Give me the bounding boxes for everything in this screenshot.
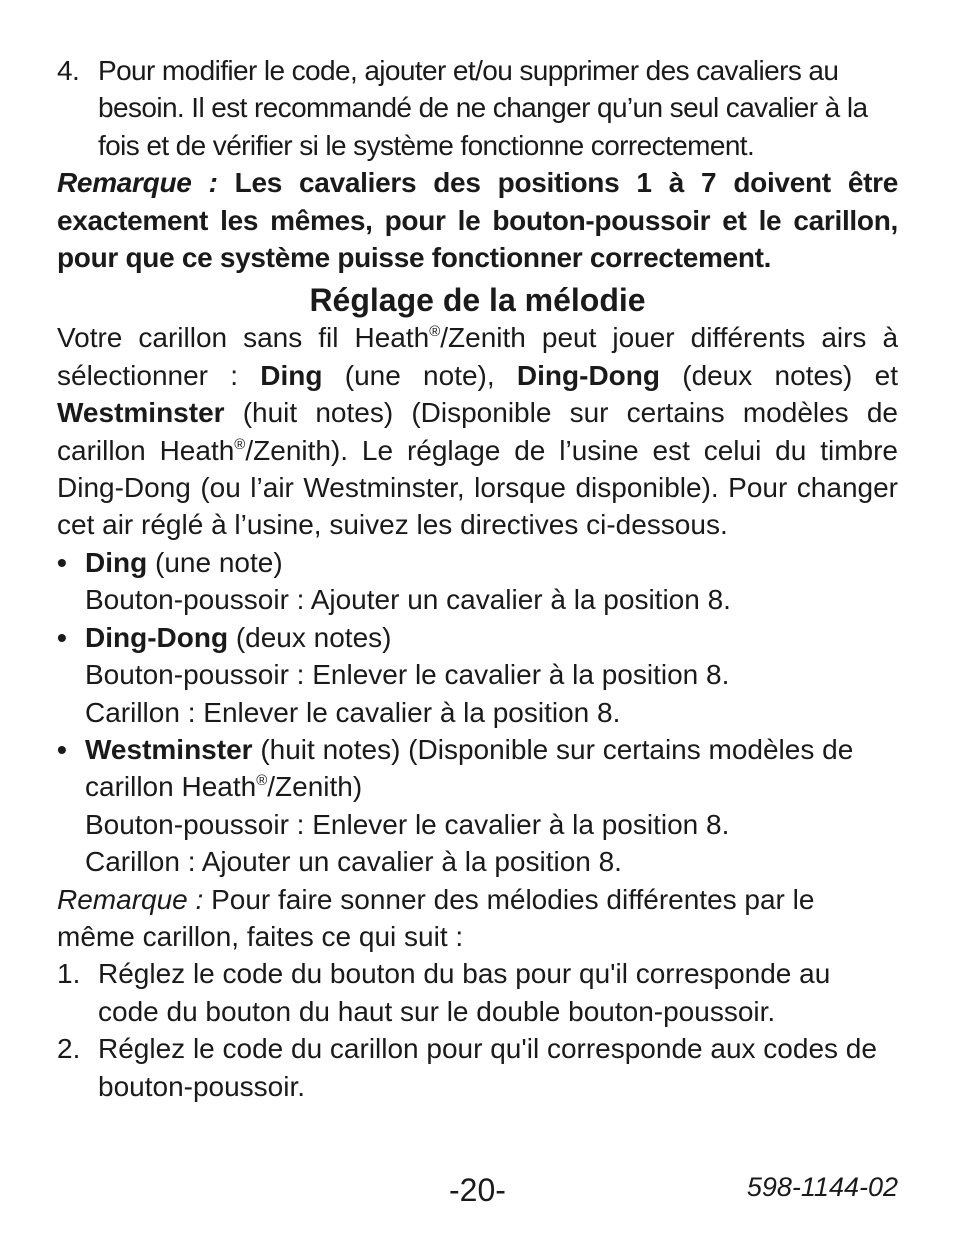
intro-ding: Ding [260,359,323,391]
step-1 [57,955,898,1030]
intro-text: (deux notes) et [659,359,898,391]
registered-mark: ® [256,772,268,790]
intro-westminster: Westminster [57,397,225,429]
bullet-mark: • [57,621,67,653]
intro-text: Votre carillon sans fil Heath [57,322,430,354]
step-text: Réglez le code du bouton du bas pour qu'il corresponde au code du bouton du haut sur le double bouton-poussoir. [98,958,831,1027]
step-text: Réglez le code du carillon pour qu'il corresponde aux codes de bouton-poussoir. [98,1033,877,1102]
remark-melodies [57,881,898,956]
option-desc: (huit notes) (Disponible sur certains modèles de carillon Heath [85,733,854,803]
option-dingdong [57,619,898,731]
step-2 [57,1030,898,1105]
intro-text: (une note), [322,359,517,391]
intro-text: (huit notes) (Disponible sur certains modèles de carillon Heath [57,397,898,466]
step-4 [57,52,898,164]
step-number: 4. [57,55,80,86]
option-desc: (une note) [147,546,283,578]
section-intro [57,319,898,543]
option-line: Carillon : Enlever le cavalier à la position 8. [85,696,621,728]
step-number: 2. [57,1033,81,1065]
manual-page [57,52,898,1105]
option-name: Ding [85,546,148,578]
registered-mark: ® [429,323,441,341]
registered-mark: ® [234,435,246,453]
option-line: Bouton-poussoir : Enlever le cavalier à la position 8. [85,659,730,691]
intro-text: /Zenith peut jouer différents airs à sélectionner : [57,322,899,391]
section-heading: Réglage de la mélodie [309,282,646,319]
option-name: Westminster [85,733,253,765]
step-text: Pour modifier le code, ajouter et/ou supprimer des cavaliers au besoin. Il est recommandé de ne changer qu’un seul cavalier à la fois et de vérifier si le système fonctionne correctement. [98,55,868,161]
option-line: Bouton-poussoir : Enlever le cavalier à la position 8. [85,808,730,840]
option-name: Ding-Dong [85,621,229,653]
option-line: Carillon : Ajouter un cavalier à la position 8. [85,846,622,878]
option-westminster [57,731,898,881]
remark-jumpers [57,164,898,276]
page-footer [0,1172,954,1212]
remark-label: Remarque : [57,167,218,199]
option-desc: (deux notes) [228,621,392,653]
option-ding [57,544,898,619]
remark-text: Pour faire sonner des mélodies différentes par le même carillon, faites ce qui suit : [57,883,815,952]
option-line: Bouton-poussoir : Ajouter un cavalier à la position 8. [85,584,731,616]
step-number: 1. [57,958,81,990]
bullet-mark: • [57,546,67,578]
option-desc: /Zenith) [267,771,363,803]
page-number: -20- [449,1172,506,1208]
document-number: 598-1144-02 [746,1172,898,1202]
bullet-mark: • [57,733,67,765]
remark-label: Remarque : [57,883,204,915]
intro-dingdong: Ding-Dong [516,359,660,391]
intro-text: /Zenith). Le réglage de l’usine est celui du timbre Ding-Dong (ou l’air Westminster, lorsque disponible). Pour changer cet air réglé à l’usine, suivez les directives ci-dessous. [57,434,898,541]
remark-text: Les cavaliers des positions 1 à 7 doivent être exactement les mêmes, pour le bouton-poussoir et le carillon, pour que ce système puisse fonctionner correctement. [57,167,898,274]
